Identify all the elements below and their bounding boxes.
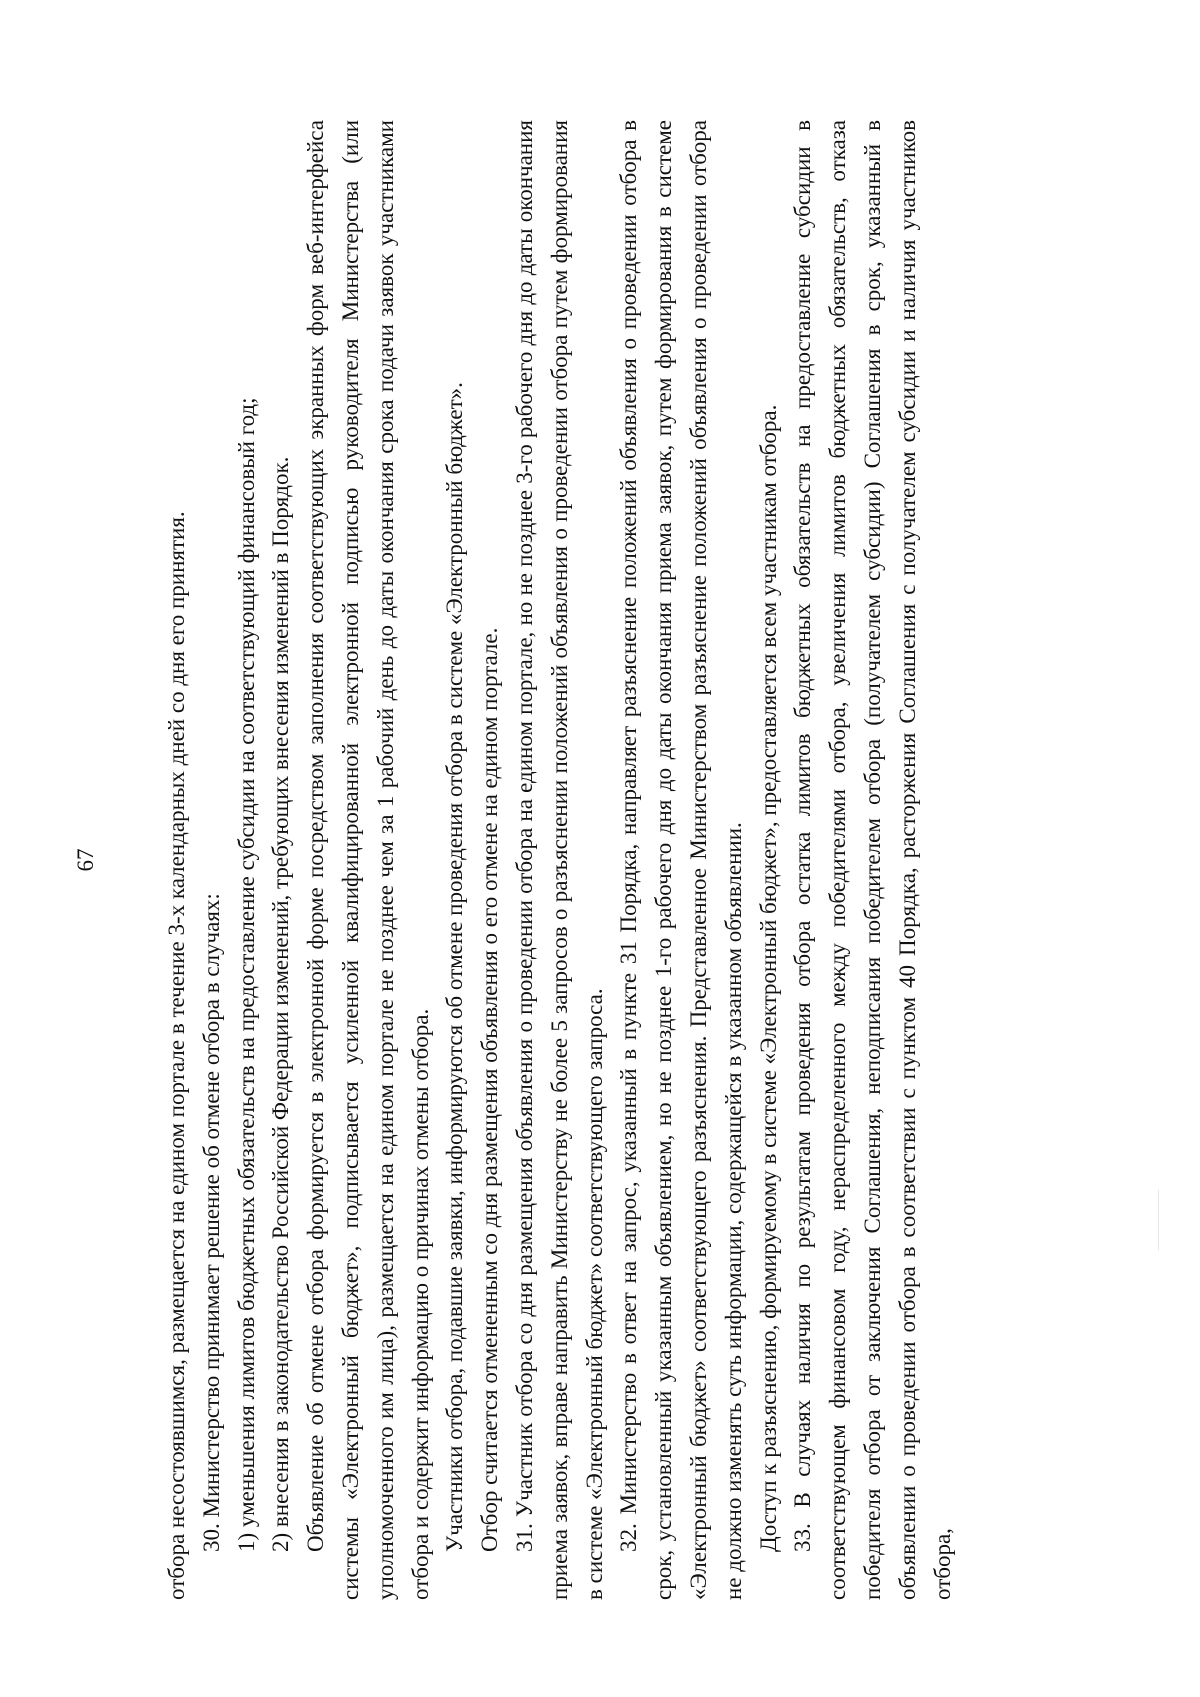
paragraph-continuation: отбора несостоявшимся, размещается на едином портале в течение 3-х календарных дней со дня его принятия. (164, 511, 189, 1600)
rotated-page-content (73, 120, 1160, 1600)
paragraph-participants-informed: Участники отбора, подавшие заявки, информируются об отмене проведения отбора в системе «Электронный бюджет». (442, 382, 468, 1552)
paragraph-item-33: 33. В случаях наличия по результатам проведения отбора остатка лимитов бюджетных обязательств на предоставление субсидии в соответствующем финансовом году, нераспределенного между победителями отбора, увеличения лимитов бюджетных обязательств, отказа победителя отбора от заключения Соглашения, неподписания победителем отбора (получателем субсидии) Соглашения в срок, указанный в объявлении о проведении отбора в соответствии с пунктом 40 Порядка, расторжения Соглашения с получателем субсидии и наличия участников отбора, (790, 120, 955, 1600)
document-body (160, 120, 960, 1600)
paragraph-subitem-2: 2) внесения в законодательство Российской Федерации изменений, требующих внесения изменений в Порядок. (268, 456, 294, 1552)
paragraph-subitem-1: 1) уменьшения лимитов бюджетных обязательств на предоставление субсидии на соответствующий финансовый год; (233, 397, 259, 1552)
paragraph-access-clarification: Доступ к разъяснению, формируемому в системе «Электронный бюджет», предоставляется всем участникам отбора. (755, 404, 781, 1552)
scan-artifact-line (1158, 1190, 1159, 1250)
paragraph-cancellation-notice: Объявление об отмене отбора формируется в электронной форме посредством заполнения соответствующих экранных форм веб-интерфейса системы «Электронный бюджет», подписывается усиленной квалифицированной электронной подписью руководителя Министерства (или уполномоченного им лица), размещается на едином портале не позднее чем за 1 рабочий день до даты окончания срока подачи заявок участниками отбора и содержит информацию о причинах отмены отбора. (303, 120, 433, 1600)
paragraph-item-30: 30. Министерство принимает решение об отмене отбора в случаях: (198, 893, 224, 1552)
paragraph-item-32: 32. Министерство в ответ на запрос, указанный в пункте 31 Порядка, направляет разъяснение положений объявления о проведении отбора в срок, установленный указанным объявлением, но не позднее 1-го рабочего дня до даты окончания приема заявок, путем формирования в системе «Электронный бюджет» соответствующего разъяснения. Представленное Министерством разъяснение положений объявления о проведении отбора не должно изменять суть информации, содержащейся в указанном объявлении. (616, 120, 746, 1600)
paragraph-item-31: 31. Участник отбора со дня размещения объявления о проведении отбора на едином портале, но не позднее 3-го рабочего дня до даты окончания приема заявок, вправе направить Министерству не более 5 запросов о разъяснении положений объявления о проведении отбора путем формирования в системе «Электронный бюджет» соответствующего запроса. (511, 120, 607, 1600)
paragraph-cancellation-effective: Отбор считается отмененным со дня размещения объявления о его отмене на едином портале. (477, 627, 503, 1552)
page-number: 67 (73, 848, 98, 872)
